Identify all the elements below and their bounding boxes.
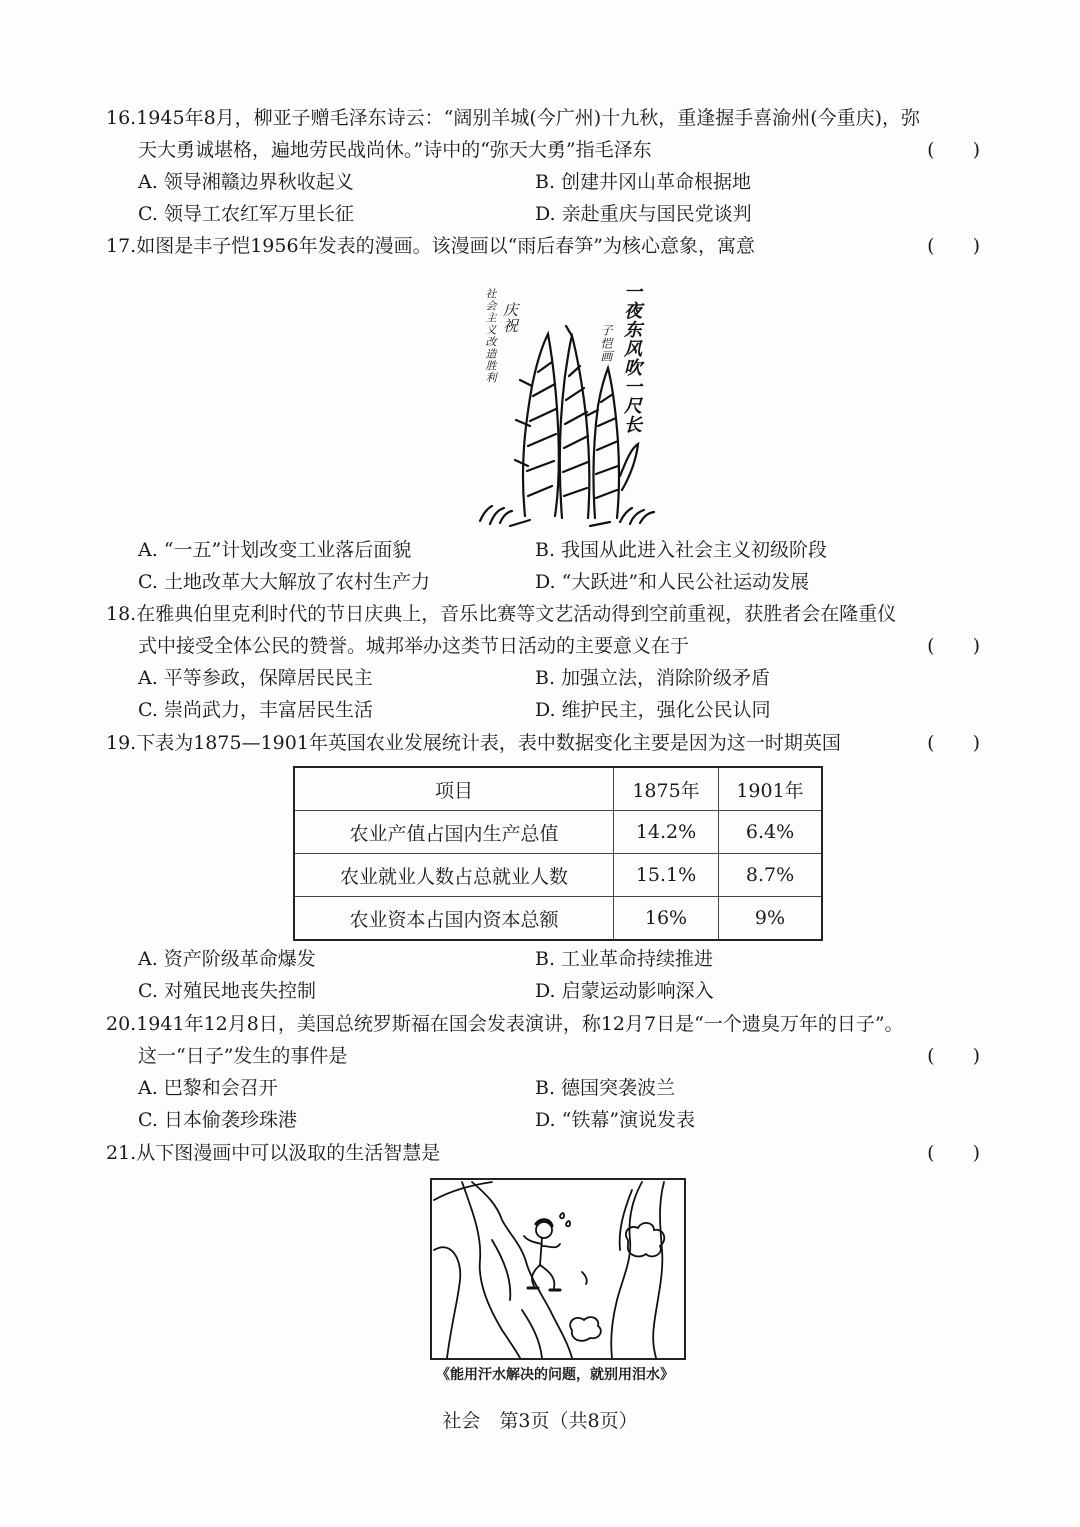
q20-number: 20.	[106, 1013, 137, 1035]
q20-option-c: C. 日本偷袭珍珠港	[138, 1109, 297, 1131]
q16-answer-blank: ( )	[927, 139, 980, 161]
q17-option-b: B. 我国从此进入社会主义初级阶段	[535, 539, 828, 561]
table-header-1901: 1901年	[719, 767, 823, 811]
table-row	[294, 811, 822, 854]
q17-stem-line1	[106, 230, 980, 262]
table-cell: 农业产值占国内生产总值	[294, 811, 614, 854]
q18-option-c: C. 崇尚武力，丰富居民生活	[138, 699, 373, 721]
q17-number: 17.	[106, 235, 137, 257]
q20-option-b: B. 德国突袭波兰	[535, 1077, 676, 1099]
q19-number: 19.	[106, 732, 137, 754]
table-row	[294, 854, 822, 897]
q16-stem-line2: 天大勇诚堪格，遍地劳民战尚休。”诗中的“弥天大勇”指毛泽东	[138, 139, 652, 161]
q18-option-a: A. 平等参政，保障居民民主	[138, 667, 373, 689]
q16-option-d: D. 亲赴重庆与国民党谈判	[535, 203, 752, 225]
table-header-row	[294, 767, 822, 811]
q18-stem-line2: 式中接受全体公民的赞誉。城邦举办这类节日活动的主要意义在于	[138, 635, 690, 657]
table-cell: 16%	[614, 897, 719, 941]
q16-option-c: C. 领导工农红军万里长征	[138, 203, 354, 225]
table-cell: 9%	[719, 897, 823, 941]
q21-cartoon-climber	[430, 1178, 686, 1360]
q21-stem-line1	[106, 1137, 980, 1169]
q16-number: 16.	[106, 107, 137, 129]
table-cell: 14.2%	[614, 811, 719, 854]
q17-stem-text-1: 如图是丰子恺1956年发表的漫画。该漫画以“雨后春笋”为核心意象，寓意	[136, 235, 756, 257]
q21-cartoon-caption: 《能用汗水解决的问题，就别用泪水》	[436, 1367, 674, 1383]
q18-stem-line1	[106, 598, 980, 630]
table-cell: 6.4%	[719, 811, 823, 854]
q20-option-a: A. 巴黎和会召开	[138, 1077, 278, 1099]
q19-stem-line1	[106, 727, 980, 759]
table-cell: 农业就业人数占总就业人数	[294, 854, 614, 897]
table-header-1875: 1875年	[614, 767, 719, 811]
q16-stem-text-1: 1945年8月，柳亚子赠毛泽东诗云：“阔别羊城(今广州)十九秋，重逢握手喜渝州(今重庆)，弥	[136, 107, 921, 129]
q21-number: 21.	[106, 1142, 137, 1164]
page-footer: 社会 第3页（共8页）	[442, 1410, 638, 1432]
q18-option-b: B. 加强立法，消除阶级矛盾	[535, 667, 771, 689]
q16-stem-line1	[106, 102, 980, 134]
q17-option-a: A. “一五”计划改变工业落后面貌	[138, 539, 412, 561]
q20-option-d: D. “铁幕”演说发表	[535, 1109, 696, 1131]
q19-option-c: C. 对殖民地丧失控制	[138, 980, 316, 1002]
table-cell: 8.7%	[719, 854, 823, 897]
cliff-climber-drawing	[432, 1180, 684, 1358]
q16-option-a: A. 领导湘赣边界秋收起义	[138, 171, 354, 193]
figure-caption-right-col1: 一夜东风吹一尺长	[621, 282, 642, 434]
q19-statistics-table	[293, 766, 823, 941]
figure-caption-right-col2: 子恺画	[599, 324, 613, 363]
q20-stem-line1	[106, 1008, 980, 1040]
q18-option-d: D. 维护民主，强化公民认同	[535, 699, 771, 721]
q17-cartoon-bamboo-shoots	[470, 276, 660, 531]
table-header-item: 项目	[294, 767, 614, 811]
q18-answer-blank: ( )	[927, 635, 980, 657]
q20-stem-line2: 这一“日子”发生的事件是	[138, 1045, 348, 1067]
q19-answer-blank: ( )	[927, 732, 980, 754]
q20-answer-blank: ( )	[927, 1045, 980, 1067]
q21-answer-blank: ( )	[927, 1142, 980, 1164]
q18-stem-text-1: 在雅典伯里克利时代的节日庆典上，音乐比赛等文艺活动得到空前重视，获胜者会在隆重仪	[136, 603, 897, 625]
q19-option-d: D. 启蒙运动影响深入	[535, 980, 714, 1002]
figure-caption-left-col1: 庆祝	[501, 302, 519, 334]
q19-stem-text-1: 下表为1875—1901年英国农业发展统计表，表中数据变化主要是因为这一时期英国	[136, 732, 841, 754]
q19-option-b: B. 工业革命持续推进	[535, 948, 714, 970]
q17-option-d: D. “大跃进”和人民公社运动发展	[535, 571, 810, 593]
q17-option-c: C. 土地改革大大解放了农村生产力	[138, 571, 430, 593]
q18-number: 18.	[106, 603, 137, 625]
q19-option-a: A. 资产阶级革命爆发	[138, 948, 316, 970]
table-row	[294, 897, 822, 941]
table-cell: 农业资本占国内资本总额	[294, 897, 614, 941]
table-cell: 15.1%	[614, 854, 719, 897]
q16-option-b: B. 创建井冈山革命根据地	[535, 171, 752, 193]
q20-stem-text-1: 1941年12月8日，美国总统罗斯福在国会发表演讲，称12月7日是“一个遗臭万年的日子”。	[136, 1013, 904, 1035]
q21-stem-text-1: 从下图漫画中可以汲取的生活智慧是	[136, 1142, 441, 1164]
figure-caption-left-col2: 社会主义改造胜利	[484, 288, 497, 384]
q17-answer-blank: ( )	[927, 235, 980, 257]
